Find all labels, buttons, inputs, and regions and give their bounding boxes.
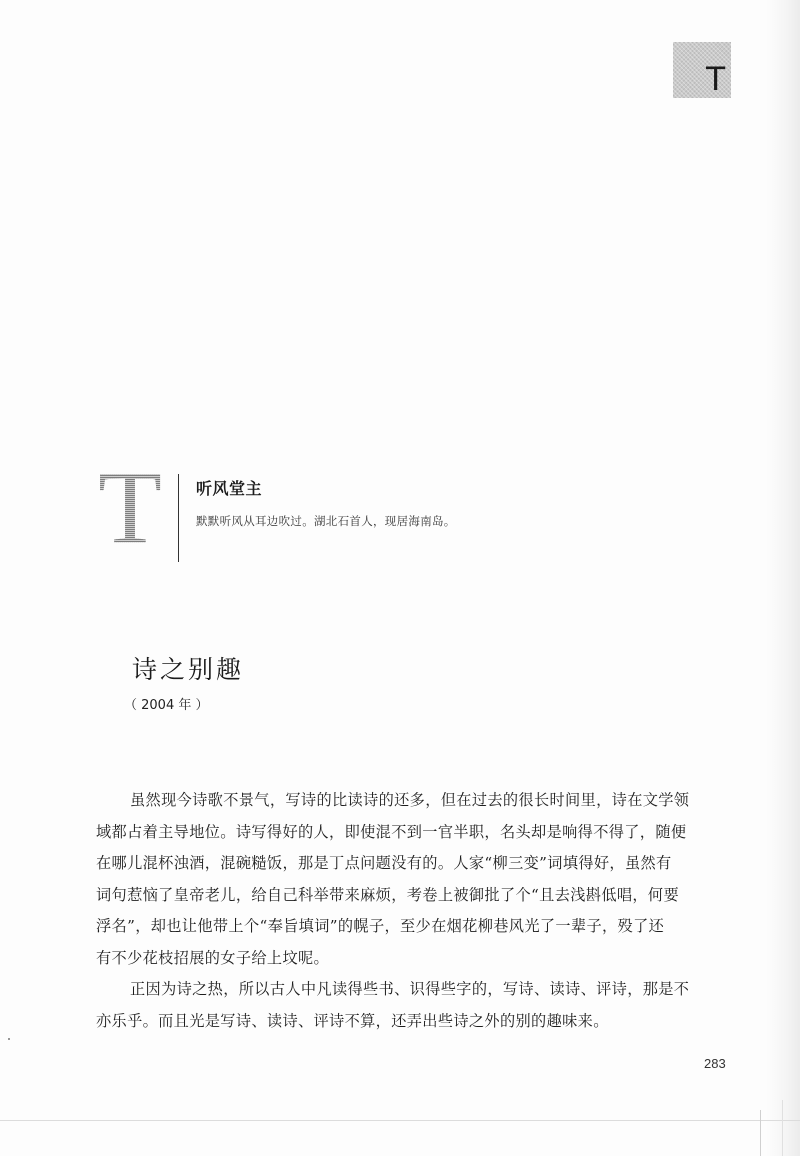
- author-divider: [178, 474, 179, 562]
- section-tab-letter: T: [705, 60, 726, 98]
- scan-edge-mark: [760, 1110, 761, 1156]
- section-tab: [673, 42, 731, 98]
- scan-edge-shadow: [766, 0, 800, 1156]
- body-line: 有不少花枝招展的女子给上坟呢。: [96, 948, 330, 967]
- body-line: 词句惹恼了皇帝老儿，给自己科举带来麻烦，考卷上被御批了个“且去浅斟低唱，何要: [96, 885, 680, 904]
- body-line: 正因为诗之热，所以古人中凡读得些书、识得些字的，写诗、读诗、评诗，那是不: [130, 980, 690, 998]
- body-line: 虽然现今诗歌不景气，写诗的比读诗的还多，但在过去的很长时间里，诗在文学领: [130, 791, 690, 809]
- article-year: （ 2004 年 ）: [124, 698, 209, 713]
- body-line: 浮名”，却也让他带上个“奉旨填词”的幌子，至少在烟花柳巷风光了一辈子，殁了还: [96, 917, 665, 935]
- scan-bottom-edge: [0, 1120, 800, 1121]
- author-bio: 默默听风从耳边吹过。湖北石首人，现居海南岛。: [196, 514, 456, 528]
- scan-speck: [8, 1038, 10, 1040]
- author-name: 听风堂主: [196, 479, 263, 498]
- scan-edge-mark: [782, 1100, 783, 1156]
- body-line: 在哪儿混杯浊酒，混碗糙饭，那是丁点问题没有的。人家“柳三变”词填得好，虽然有: [96, 854, 672, 872]
- body-line: 域都占着主导地位。诗写得好的人，即使混不到一官半职，名头却是响得不得了，随便: [96, 822, 687, 841]
- article-title: 诗之别趣: [132, 655, 245, 684]
- article-body: [96, 785, 736, 1037]
- author-initial-letter: T: [90, 462, 170, 554]
- page-number: 283: [704, 1056, 726, 1071]
- body-line: 亦乐乎。而且光是写诗、读诗、评诗不算，还弄出些诗之外的别的趣味来。: [96, 1011, 609, 1030]
